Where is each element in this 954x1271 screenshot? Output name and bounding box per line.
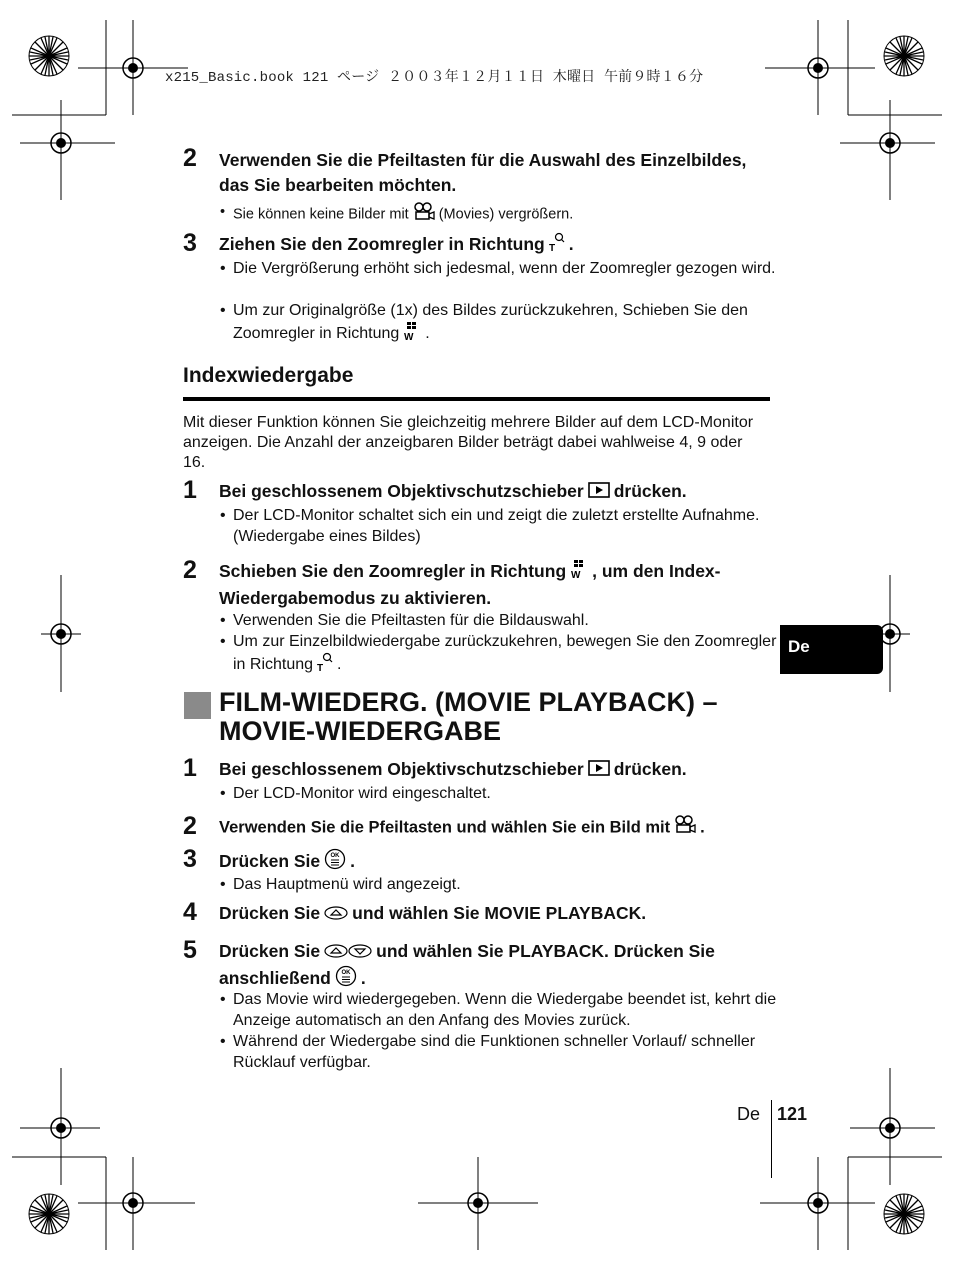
section-title-index: Indexwiedergabe [183,364,354,387]
bullet-item [219,989,788,1031]
step-text [219,939,779,994]
step-number: 5 [183,936,197,964]
text: , um den Index-Wiedergabemodus zu aktivieren. [219,561,721,608]
text: Das Movie wird wiedergegeben. Wenn die Wiedergabe beendet ist, kehrt die Anzeige automatisch an den Anfang des Movies zurück. [233,991,777,1029]
side-tab [780,625,883,674]
text: Der LCD-Monitor schaltet sich ein und zeigt die zuletzt erstellte Aufnahme. (Wiedergabe eines Bildes) [233,507,760,545]
step-number: 4 [183,898,197,926]
side-tab-label: De [788,637,810,656]
text: Drücken Sie [219,851,321,872]
svg-text:T: T [548,243,555,252]
text: drücken. [613,759,687,779]
text: und wählen Sie MOVIE PLAYBACK. [352,903,647,923]
step-text [219,757,779,783]
movie-icon [674,815,696,841]
text: Drücken Sie [219,903,321,923]
text: Verwenden Sie die Pfeiltasten für die Auswahl des Einzelbildes, das Sie bearbeiten möchten. [219,150,747,195]
text: Schieben Sie den Zoomregler in Richtung [219,561,567,582]
page-number: 121 [777,1104,808,1124]
text: Drücken Sie [219,941,321,961]
section-square-marker [184,692,211,719]
bullet-item [219,1031,788,1073]
text: und wählen Sie PLAYBACK. Drücken Sie anschließend [219,941,715,988]
step-number: 1 [183,754,197,782]
text: Verwenden Sie die Pfeiltasten und wählen Sie ein Bild mit [219,818,671,837]
svg-text:T: T [317,663,324,672]
step-text [219,815,779,841]
text: (Movies) vergrößern. [438,206,574,223]
text: . [337,656,342,674]
zoom-t-icon [317,652,333,678]
bullet-item [219,631,788,678]
print-header: x215_Basic.book 121 ページ ２００３年１２月１１日 木曜日 午前９時１６分 [165,70,704,86]
text: Sie können keine Bilder mit [233,206,409,223]
text: Ziehen Sie den Zoomregler in Richtung [219,234,545,255]
section-rule [183,397,770,401]
step-number: 2 [183,556,197,584]
step-text [219,848,779,877]
text: . [700,818,705,837]
footer-separator [771,1100,772,1178]
svg-text:W: W [404,332,414,341]
text: . [425,325,430,343]
text: Die Vergrößerung erhöht sich jedesmal, wenn der Zoomregler gezogen wird. [233,260,776,277]
footer-lang: De [737,1104,761,1124]
arrow-up-down-icon [324,940,372,965]
text: Verwenden Sie die Pfeiltasten für die Bildauswahl. [233,612,589,629]
text: Während der Wiedergabe sind die Funktionen schneller Vorlauf/ schneller Rücklauf verfügbar. [233,1033,756,1071]
step-text [219,559,779,611]
text: Das Hauptmenü wird angezeigt. [233,876,461,893]
text: Um zur Originalgröße (1x) des Bildes zurückzukehren, Schieben Sie den Zoomregler in Richtung [233,302,748,343]
zoom-w-icon [570,559,588,586]
svg-text:W: W [571,570,581,579]
step-text [219,479,779,505]
bullet-item [219,505,788,547]
text: . [360,968,366,988]
step-text [219,232,779,259]
step-number: 2 [183,144,197,172]
bullet-item [219,610,788,631]
play-icon [588,758,610,783]
bullet-item [219,874,788,895]
bullet-item [219,783,788,804]
svg-text:OK: OK [330,853,340,859]
intro-paragraph: Mit dieser Funktion können Sie gleichzeitig mehrere Bilder auf dem LCD-Monitor anzeigen. Die Anzahl der anzeigbaren Bilder beträgt dabei wahlweise 4, 9 oder 16. [183,414,754,471]
step-number: 1 [183,476,197,504]
play-icon [588,480,610,505]
zoom-t-icon [549,232,565,259]
section-title-movie: FILM-WIEDERG. (MOVIE PLAYBACK) – MOVIE-WIEDERGABE [219,687,718,746]
step-number: 2 [183,812,197,840]
text: Um zur Einzelbildwiedergabe zurückzukehren, bewegen Sie den Zoomregler in Richtung [233,633,777,674]
text: Bei geschlossenem Objektivschutzschieber [219,481,584,501]
text: . [568,234,574,255]
svg-text:OK: OK [341,969,351,976]
zoom-w-icon [403,321,421,347]
bullet-item [219,300,788,347]
movie-icon [413,202,435,227]
text: . [350,851,356,872]
text: drücken. [613,481,687,501]
ok-button-icon [324,848,346,877]
step-number: 3 [183,845,197,873]
step-text [219,148,779,198]
bullet-item [219,202,788,227]
step-number: 3 [183,229,197,257]
arrow-up-icon [324,902,348,927]
bullet-item [219,258,788,279]
text: Bei geschlossenem Objektivschutzschieber [219,759,584,779]
text: Der LCD-Monitor wird eingeschaltet. [233,785,491,802]
step-text [219,901,779,927]
